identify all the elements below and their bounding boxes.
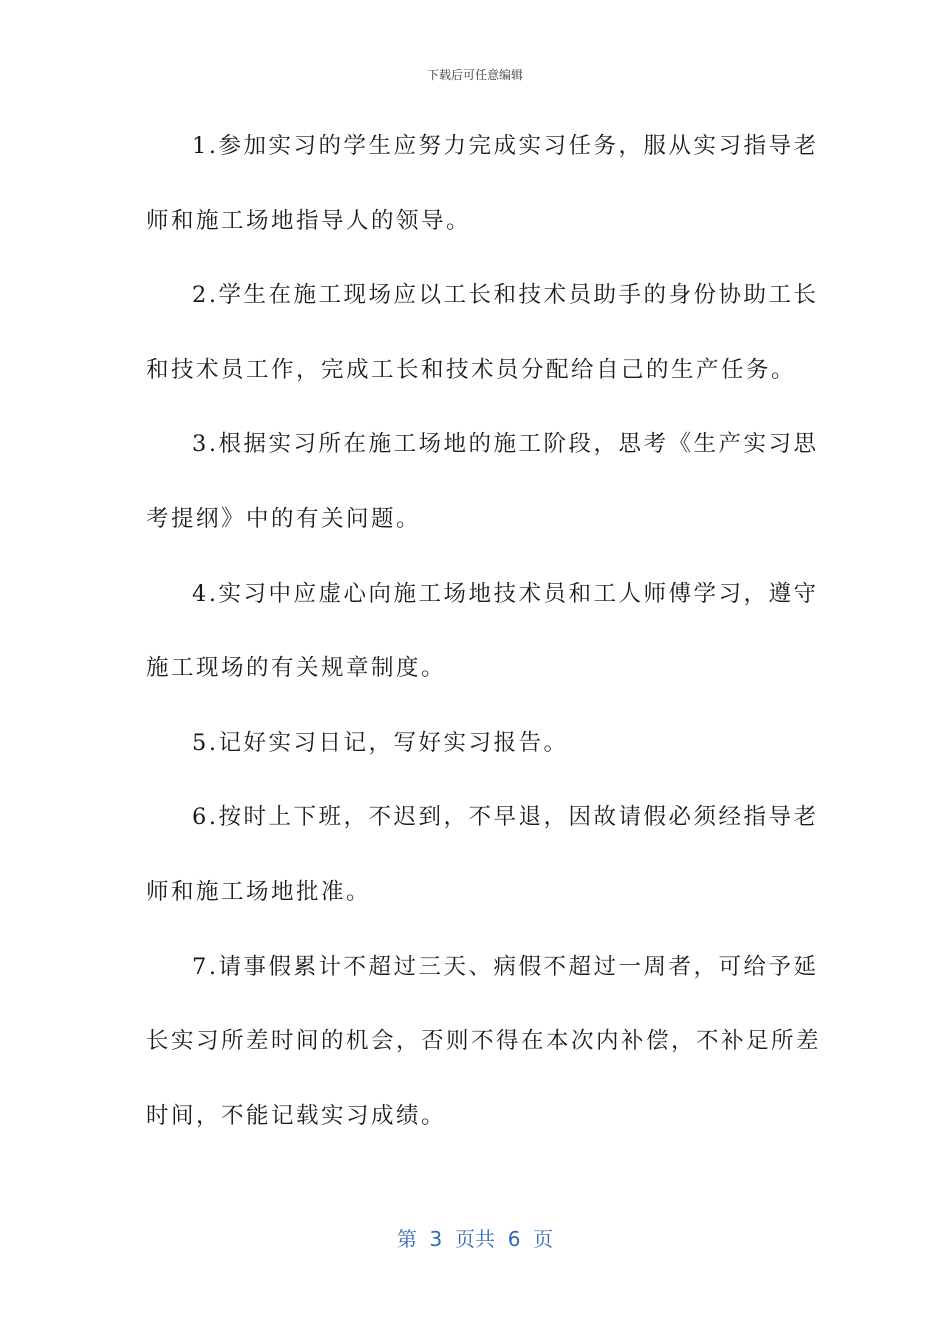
- body-line: 1.参加实习的学生应努力完成实习任务，服从实习指导老: [192, 133, 819, 159]
- page-number-footer: 第 3 页共 6 页: [396, 1227, 554, 1251]
- body-line: 时间，不能记载实习成绩。: [146, 1102, 447, 1129]
- body-line: 施工现场的有关规章制度。: [146, 655, 447, 682]
- body-line: 6.按时上下班，不迟到，不早退，因故请假必须经指导老: [192, 804, 819, 831]
- body-line: 师和施工场地指导人的领导。: [146, 207, 472, 234]
- body-line: 5.记好实习日记，写好实习报告。: [192, 729, 569, 756]
- body-line: 2.学生在施工现场应以工长和技术员助手的身份协助工长: [192, 282, 819, 309]
- body-line: 4.实习中应虚心向施工场地技术员和工人师傅学习，遵守: [192, 580, 819, 607]
- body-line: 7.请事假累计不超过三天、病假不超过一周者，可给予延: [192, 953, 819, 980]
- body-line: 师和施工场地批准。: [146, 878, 372, 905]
- body-line: 长实习所差时间的机会，否则不得在本次内补偿，不补足所差: [146, 1028, 822, 1055]
- body-line: 和技术员工作，完成工长和技术员分配给自己的生产任务。: [146, 356, 797, 383]
- header-note: 下载后可任意编辑: [426, 68, 523, 82]
- document-body: [146, 122, 822, 1166]
- body-line: 考提纲》中的有关问题。: [146, 505, 422, 532]
- body-line: 3.根据实习所在施工场地的施工阶段，思考《生产实习思: [192, 431, 819, 458]
